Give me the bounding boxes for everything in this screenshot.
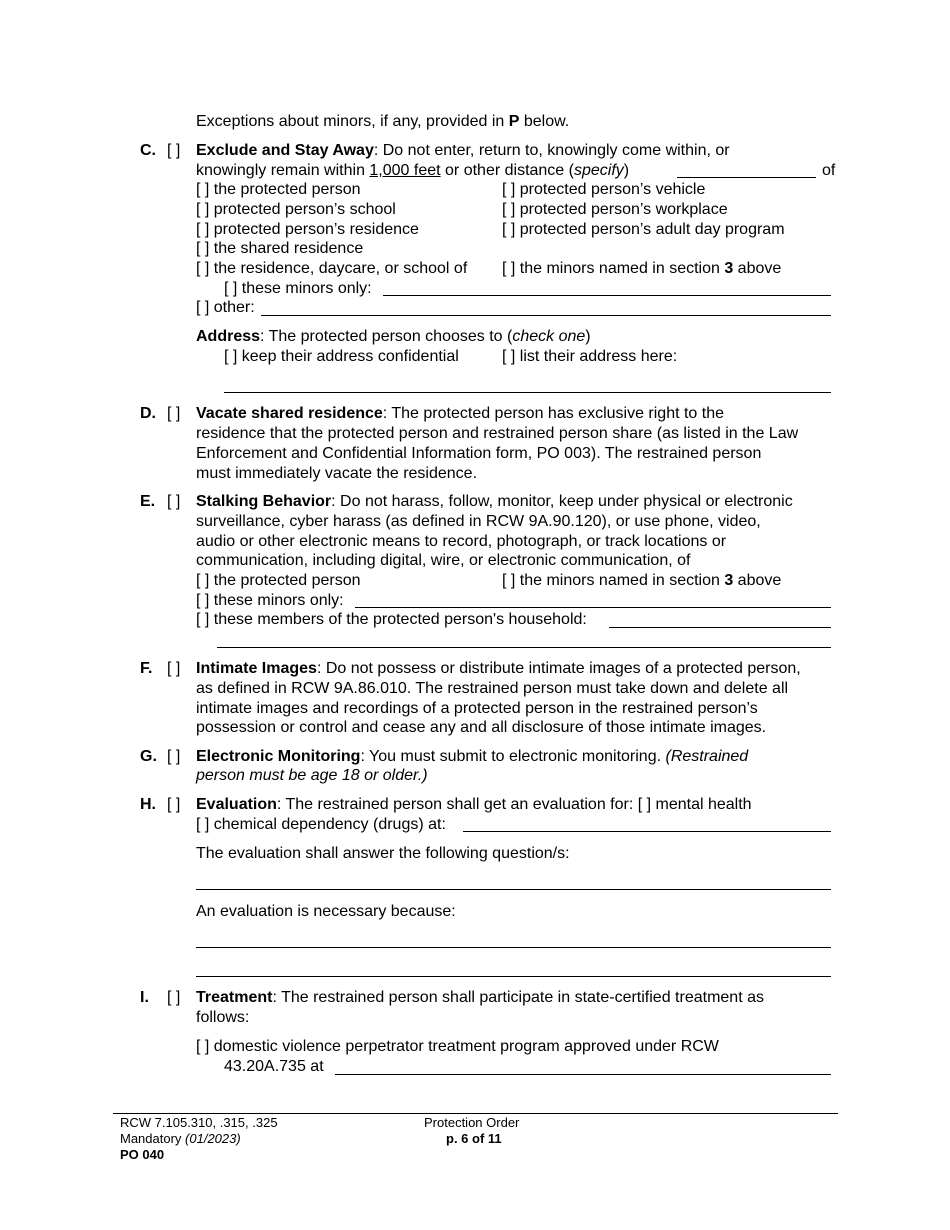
h-necessary-label: An evaluation is necessary because: (196, 903, 456, 920)
footer-title: Protection Order (424, 1115, 520, 1130)
section-i-line1: Treatment: The restrained person shall participate in state-certified treatment as (196, 989, 764, 1006)
c-opt-minors-section3[interactable]: [ ] the minors named in section 3 above (502, 260, 782, 277)
footer-form-number: PO 040 (120, 1147, 165, 1162)
section-h-checkbox[interactable]: [ ] (167, 796, 181, 813)
c-opt-vehicle[interactable]: [ ] protected person’s vehicle (502, 181, 706, 198)
section-f-line2: as defined in RCW 9A.86.010. The restrained person must take down and delete all (196, 680, 789, 697)
c-opt-school[interactable]: [ ] protected person’s school (196, 201, 396, 218)
section-d-line1: Vacate shared residence: The protected person has exclusive right to the (196, 405, 725, 422)
footer-page-number: p. 6 of 11 (446, 1131, 502, 1146)
c-other-field[interactable] (261, 315, 831, 316)
section-e-line2: surveillance, cyber harass (as defined in RCW 9A.90.120), or use phone, video, (196, 513, 761, 530)
section-h-letter: H. (140, 796, 156, 813)
section-f-line1: Intimate Images: Do not possess or distribute intimate images of a protected person, (196, 660, 801, 677)
footer-mandatory: Mandatory (01/2023) (120, 1131, 241, 1146)
section-i-letter: I. (140, 989, 149, 1006)
section-c-line2: knowingly remain within 1,000 feet or other distance (specify) (196, 162, 630, 179)
e-household-field[interactable] (609, 627, 831, 628)
section-h-line1: Evaluation: The restrained person shall get an evaluation for: [ ] mental health (196, 796, 752, 813)
c-address-list[interactable]: [ ] list their address here: (502, 348, 678, 365)
distance-field[interactable] (677, 177, 816, 178)
c-opt-residence[interactable]: [ ] protected person’s residence (196, 221, 419, 238)
h-chemical-dependency-field[interactable] (463, 831, 831, 832)
section-e-letter: E. (140, 493, 156, 510)
c-address-confidential[interactable]: [ ] keep their address confidential (224, 348, 459, 365)
i-opt-dv-program[interactable]: [ ] domestic violence perpetrator treatment program approved under RCW (196, 1038, 719, 1055)
footer-divider (113, 1113, 838, 1114)
section-e-checkbox[interactable]: [ ] (167, 493, 181, 510)
section-e-line4: communication, including digital, wire, or electronic communication, of (196, 552, 691, 569)
c-these-minors-field[interactable] (383, 295, 831, 296)
section-c-letter: C. (140, 142, 156, 159)
h-necessary-field-1[interactable] (196, 947, 831, 948)
section-d-letter: D. (140, 405, 156, 422)
section-i-line2: follows: (196, 1009, 250, 1026)
e-opt-protected-person[interactable]: [ ] the protected person (196, 572, 361, 589)
i-dv-program-field[interactable] (335, 1074, 831, 1075)
e-opt-minors-section3[interactable]: [ ] the minors named in section 3 above (502, 572, 782, 589)
e-opt-these-minors[interactable]: [ ] these minors only: (196, 592, 344, 609)
section-g-checkbox[interactable]: [ ] (167, 748, 181, 765)
c-opt-other[interactable]: [ ] other: (196, 299, 255, 316)
e-household-field-2[interactable] (217, 647, 831, 648)
e-opt-household[interactable]: [ ] these members of the protected person's household: (196, 611, 587, 628)
section-d-checkbox[interactable]: [ ] (167, 405, 181, 422)
section-g-letter: G. (140, 748, 157, 765)
c-opt-shared-residence[interactable]: [ ] the shared residence (196, 240, 364, 257)
intro-line: Exceptions about minors, if any, provided in P below. (196, 113, 570, 130)
section-c-of: of (822, 162, 836, 179)
c-opt-workplace[interactable]: [ ] protected person’s workplace (502, 201, 728, 218)
section-d-line3: Enforcement and Confidential Information form, PO 003). The restrained person (196, 445, 762, 462)
c-opt-adult-day[interactable]: [ ] protected person’s adult day program (502, 221, 785, 238)
section-i-checkbox[interactable]: [ ] (167, 989, 181, 1006)
section-f-line3: intimate images and recordings of a protected person in the restrained person’s (196, 700, 758, 717)
i-dv-program-line2: 43.20A.735 at (224, 1058, 324, 1075)
c-opt-these-minors[interactable]: [ ] these minors only: (224, 280, 372, 297)
section-c-line1: Exclude and Stay Away: Do not enter, return to, knowingly come within, or (196, 142, 730, 159)
section-d-line2: residence that the protected person and restrained person share (as listed in the Law (196, 425, 799, 442)
c-opt-protected-person[interactable]: [ ] the protected person (196, 181, 361, 198)
section-g-line1: Electronic Monitoring: You must submit to electronic monitoring. (Restrained (196, 748, 749, 765)
c-address-line: Address: The protected person chooses to (check one) (196, 328, 591, 345)
section-f-checkbox[interactable]: [ ] (167, 660, 181, 677)
h-question-field[interactable] (196, 889, 831, 890)
section-e-line3: audio or other electronic means to record, photograph, or track locations or (196, 533, 727, 550)
h-opt-chemical-dependency[interactable]: [ ] chemical dependency (drugs) at: (196, 816, 446, 833)
c-opt-residence-daycare-school[interactable]: [ ] the residence, daycare, or school of (196, 260, 468, 277)
h-necessary-field-2[interactable] (196, 976, 831, 977)
h-question-label: The evaluation shall answer the following question/s: (196, 845, 570, 862)
section-f-line4: possession or control and cease any and all disclosure of those intimate images. (196, 719, 767, 736)
section-f-letter: F. (140, 660, 153, 677)
section-e-line1: Stalking Behavior: Do not harass, follow, monitor, keep under physical or electronic (196, 493, 793, 510)
section-c-checkbox[interactable]: [ ] (167, 142, 181, 159)
e-these-minors-field[interactable] (355, 607, 831, 608)
c-address-field[interactable] (224, 392, 831, 393)
footer-rcw: RCW 7.105.310, .315, .325 (120, 1115, 278, 1130)
section-g-line2: person must be age 18 or older.) (196, 767, 428, 784)
section-d-line4: must immediately vacate the residence. (196, 465, 478, 482)
